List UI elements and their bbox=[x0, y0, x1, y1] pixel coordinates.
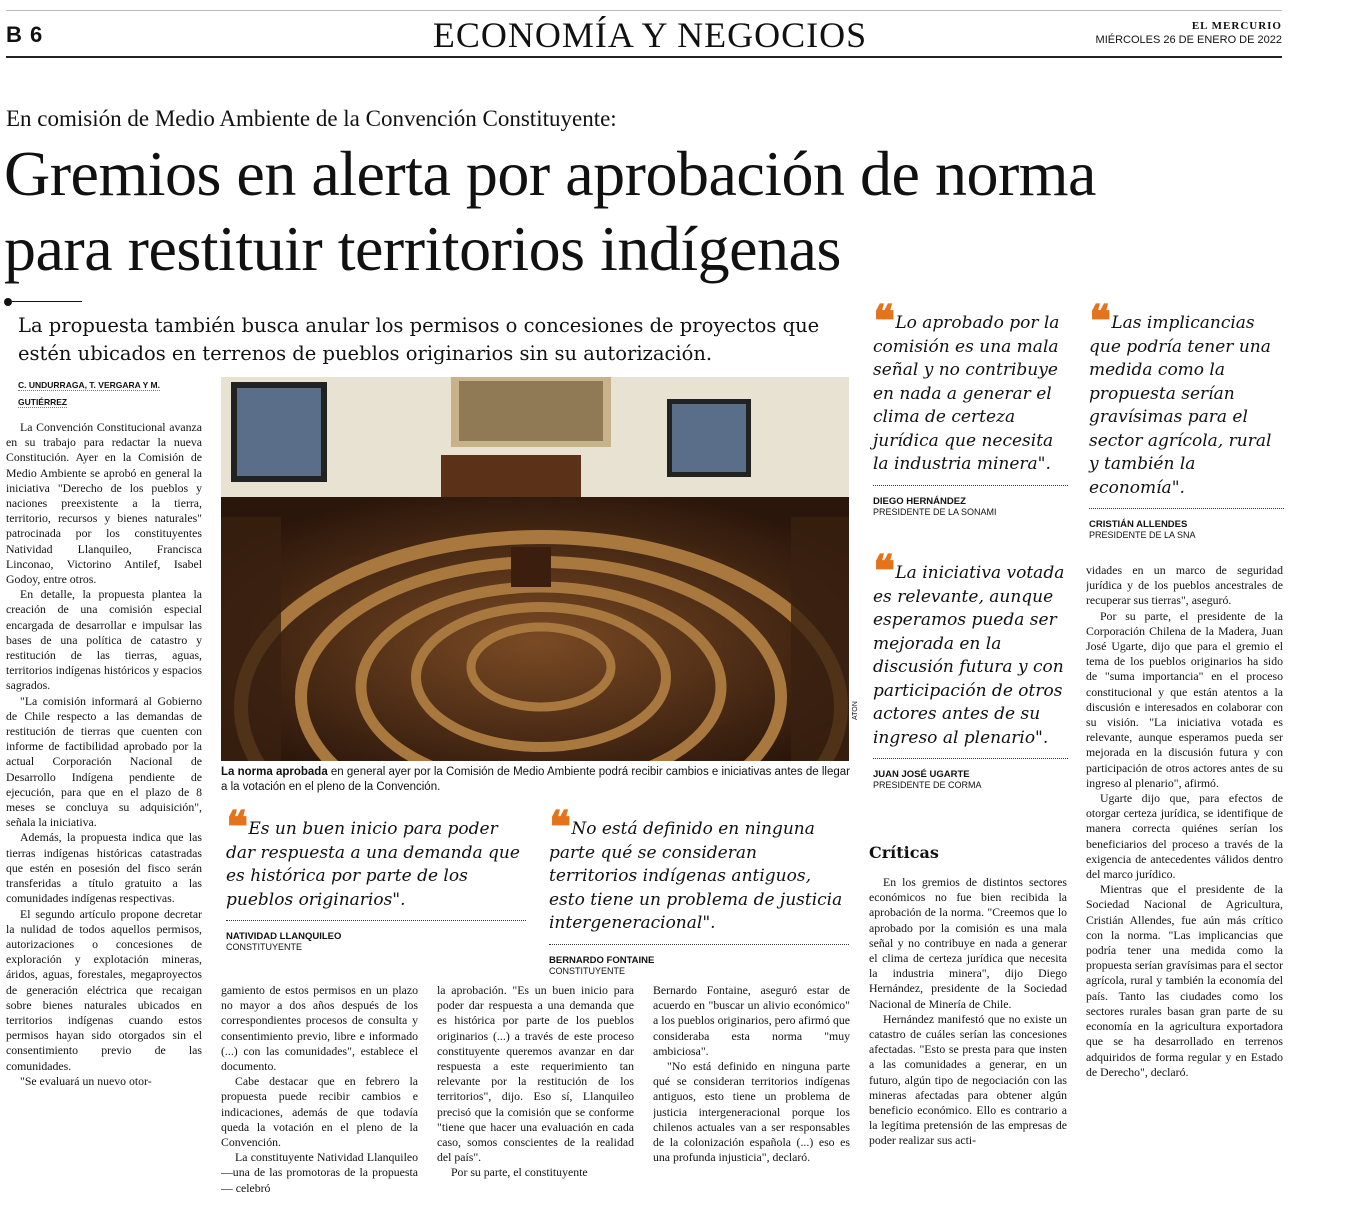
paragraph: En detalle, la propuesta plantea la creación de una comisión especial encargada de desarrollar e impulsar las bases de una política de catastro y restitución de las tierras, aguas, territorios indígenas históricos y espacios sagrados. bbox=[6, 587, 202, 693]
header-rule bbox=[6, 56, 1282, 58]
quote-text: Es un buen inicio para poder dar respuesta a una demanda que es histórica por parte de los pueblos originarios". bbox=[226, 819, 520, 910]
caption-text: en general ayer por la Comisión de Medio Ambiente podrá recibir cambios e iniciativas antes de llegar a la votación en el pleno de la Convención. bbox=[221, 766, 850, 793]
paragraph: La constituyente Natividad Llanquileo —una de las promotoras de la propuesta— celebró bbox=[221, 1150, 418, 1195]
paragraph: Bernardo Fontaine, aseguró estar de acuerdo en "buscar un alivio económico" a los pueblos originarios, pero afirmó que consideraba esta norma "muy ambiciosa". bbox=[653, 983, 850, 1058]
masthead bbox=[1060, 20, 1282, 46]
deck-rule bbox=[12, 301, 82, 302]
subhead-criticas: Críticas bbox=[869, 843, 939, 862]
paragraph: Por su parte, el presidente de la Corporación Chilena de la Madera, Juan José Ugarte, dijo que para el gremio el tema de los pueblos originarios ha sido de "suma importancia" en el proceso constitucional y que están atentos a la discusión e interesados en colaborar con su visión. "La iniciativa votada es relevante, aunque esperamos pueda ser mejorada en la discusión futura y con participación de otros actores antes de su ingreso al plenario", afirmó. bbox=[1086, 608, 1283, 790]
paragraph: Ugarte dijo que, para efectos de otorgar certeza jurídica, se identifique de manera correcta quiénes serían los beneficiarios del proceso a través de la exigencia de antecedentes válidos dentro del marco jurídico. bbox=[1086, 791, 1283, 882]
quote-mark-icon: ❛❛ bbox=[873, 546, 890, 597]
byline bbox=[18, 377, 198, 411]
quote-author-role: PRESIDENTE DE LA SNA bbox=[1089, 530, 1196, 540]
quote-author: DIEGO HERNÁNDEZ bbox=[873, 495, 966, 507]
pull-quote-fontaine bbox=[549, 802, 849, 976]
issue-date: MIÉRCOLES 26 DE ENERO DE 2022 bbox=[1095, 34, 1282, 46]
photo-credit: ATON bbox=[852, 701, 859, 720]
paragraph: "La comisión informará al Gobierno de Chile respecto a las demandas de restitución de tierras que cuenten con informe de factibilidad aprobado por la actual Corporación Nacional de Desarrollo Indígena pendiente de ejecución, para que en el plazo de 8 meses se concluya su adquisición", señala la iniciativa. bbox=[6, 693, 202, 830]
quote-author: JUAN JOSÉ UGARTE bbox=[873, 769, 970, 780]
pull-quote-hernandez bbox=[873, 296, 1068, 517]
byline-line-2: GUTIÉRREZ bbox=[18, 397, 68, 407]
paragraph: Mientras que el presidente de la Sociedad Nacional de Agricultura, Cristián Allendes, fue aún más crítico con la norma. "Las implicancias que podría tener una medida como la propuesta serían gravísimas para el sector agrícola, rural y también la economía del país. Tanto las ciudades como los sectores rurales basan gran parte de su economía en la agricultura exportadora que se ha desarrollado en terrenos adquiridos de forma regular y en Estado de Derecho", declaró. bbox=[1086, 882, 1283, 1079]
assembly-hall-photo bbox=[221, 377, 849, 761]
deck-bullet bbox=[4, 298, 12, 306]
paragraph: la aprobación. "Es un buen inicio para poder dar respuesta a una demanda que es histórica por parte de los pueblos originarios (...) a través de este proceso constituyente queremos avanzar en dar respuesta a este requerimiento tan relevante por la restitución de los territorios", dijo. Eso sí, Llanquileo precisó que la comisión que se conforme "tiene que hacer una evaluación en cada caso, somos conscientes de la realidad del país". bbox=[437, 983, 634, 1165]
deck: La propuesta también busca anular los permisos o concesiones de proyectos que estén ubicados en terrenos de pueblos originarios sin su autorización. bbox=[18, 314, 820, 365]
paragraph: "No está definido en ninguna parte qué se consideran territorios indígenas antiguos, esto tiene un problema de justicia intergeneracional porque los chilenos actuales van a ser responsables de la colonización española (...) eso es una profunda injusticia", declaró. bbox=[653, 1059, 850, 1165]
quote-mark-icon: ❛❛ bbox=[549, 802, 566, 853]
quote-text: Las implicancias que podría tener una medida como la propuesta serían gravísimas para el sector agrícola, rural y también la economía". bbox=[1089, 313, 1272, 498]
quote-author-role: PRESIDENTE DE LA SONAMI bbox=[873, 506, 997, 517]
paragraph: La Convención Constitucional avanza en su trabajo para redactar la nueva Constitución. Ayer en la Comisión de Medio Ambiente se aprobó en general la iniciativa "Derecho de los pueblos y naciones preexistente a la tierra, territorio, recursos y bienes naturales" patrocinada por los constituyentes Natividad Llanquileo, Francisca Linconao, Victorino Antilef, Isabel Godoy, entre otros. bbox=[6, 420, 202, 587]
quote-author-role: CONSTITUYENTE bbox=[226, 942, 303, 952]
quote-author-role: CONSTITUYENTE bbox=[549, 965, 626, 976]
pull-quote-llanquileo bbox=[226, 802, 526, 952]
paragraph: gamiento de estos permisos en un plazo no mayor a dos años después de los correspondientes procesos de consulta y consentimiento previo, libre e informado (...) con las comunidades", establece el documento. bbox=[221, 983, 418, 1074]
paragraph: Además, la propuesta indica que las tierras indígenas históricas catastradas que estén en posesión del fisco serán transferidas a título gratuito a las comunidades indígenas respectivas. bbox=[6, 830, 202, 906]
paragraph: El segundo artículo propone decretar la nulidad de todos aquellos permisos, autorizaciones o concesiones de exploración y explotación mineras, áridos, aguas, forestales, megaproyectos de generación eléctrica que recaigan sobre bienes naturales ubicados en territorios indígenas cuando estos permisos hayan sido otorgados sin el consentimiento previo de las comunidades. bbox=[6, 906, 202, 1073]
body-column-4 bbox=[653, 983, 850, 1223]
paragraph: "Se evaluará un nuevo otor- bbox=[20, 1073, 152, 1088]
paragraph: Por su parte, el constituyente bbox=[451, 1165, 588, 1180]
quote-mark-icon: ❛❛ bbox=[226, 802, 243, 853]
quote-author-role: PRESIDENTE DE CORMA bbox=[873, 780, 982, 790]
top-thin-rule bbox=[6, 10, 1282, 11]
byline-line-1: C. UNDURRAGA, T. VERGARA Y M. bbox=[18, 380, 160, 390]
headline bbox=[4, 136, 1304, 286]
paragraph: vidades en un marco de seguridad jurídica y de los pueblos ancestrales de recuperar sus tierras", aseguró. bbox=[1086, 563, 1283, 608]
body-column-3 bbox=[437, 983, 634, 1223]
headline-line-2: para restituir territorios indígenas bbox=[4, 213, 841, 284]
headline-line-1: Gremios en alerta por aprobación de norma bbox=[4, 138, 1096, 209]
kicker: En comisión de Medio Ambiente de la Convención Constituyente: bbox=[6, 106, 617, 131]
section-title: ECONOMÍA Y NEGOCIOS bbox=[432, 15, 868, 55]
quote-text: Lo aprobado por la comisión es una mala señal y no contribuye en nada a generar el clima de certeza jurídica que necesita la industria minera". bbox=[873, 313, 1060, 474]
body-column-6 bbox=[1086, 563, 1283, 1223]
pull-quote-ugarte bbox=[873, 546, 1068, 790]
quote-author: NATIVIDAD LLANQUILEO bbox=[226, 931, 342, 942]
body-column-2 bbox=[221, 983, 418, 1223]
body-column-1 bbox=[6, 420, 202, 1220]
quote-text: No está definido en ninguna parte qué se consideran territorios indígenas antiguos, esto tiene un problema de justicia intergeneracional". bbox=[549, 819, 843, 933]
caption-lead: La norma aprobada bbox=[221, 766, 328, 778]
photo-caption bbox=[221, 765, 851, 795]
quote-mark-icon: ❛❛ bbox=[873, 296, 890, 347]
quote-author: CRISTIÁN ALLENDES bbox=[1089, 519, 1188, 530]
page-number: B 6 bbox=[6, 22, 44, 47]
quote-author: BERNARDO FONTAINE bbox=[549, 954, 655, 966]
quote-mark-icon: ❛❛ bbox=[1089, 296, 1106, 347]
body-column-5 bbox=[869, 875, 1067, 1220]
paragraph: Cabe destacar que en febrero la propuesta puede recibir cambios e indicaciones, además de que todavía queda la votación en el pleno de la Convención. bbox=[221, 1074, 418, 1150]
pull-quote-allendes bbox=[1089, 296, 1284, 540]
quote-text: La iniciativa votada es relevante, aunque esperamos pueda ser mejorada en la discusión futura y con participación de otros actores antes de su ingreso al plenario". bbox=[873, 563, 1065, 748]
paragraph: Hernández manifestó que no existe un catastro de cuáles serían las concesiones afectadas. "Esto se presta para que insten a las comunidades a generar, en un futuro, algún tipo de negociación con las mineras afectadas para obtener algún beneficio económico. Ello es contrario a la legítima pretensión de las empresas de poder realizar sus acti- bbox=[869, 1011, 1067, 1148]
photo-illustration bbox=[221, 377, 849, 761]
paragraph: En los gremios de distintos sectores económicos no fue bien recibida la aprobación de la norma. "Creemos que lo aprobado por la comisión es una mala señal y no contribuye en nada a generar el clima de certeza jurídica que necesita la industria minera", dijo Diego Hernández, presidente de la Sociedad Nacional de Minería de Chile. bbox=[869, 875, 1067, 1011]
newspaper-name: EL MERCURIO bbox=[1191, 20, 1282, 32]
